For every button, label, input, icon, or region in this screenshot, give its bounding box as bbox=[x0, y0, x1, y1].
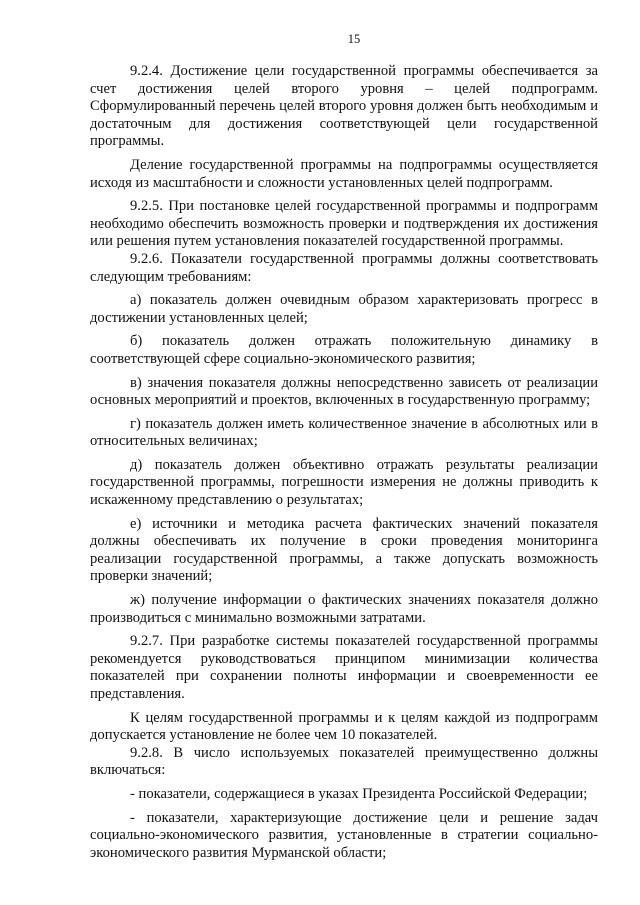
paragraph-indicator-limit: К целям государственной программы и к целям каждой из подпрограмм допускается установление не более чем 10 показателей. bbox=[90, 709, 598, 744]
requirement-zh: ж) получение информации о фактических значениях показателя должно производиться с минимально возможными затратами. bbox=[90, 592, 598, 626]
requirement-g: г) показатель должен иметь количественное значение в абсолютных или в относительных величинах; bbox=[90, 415, 598, 450]
document-body bbox=[90, 63, 598, 862]
requirement-e: е) источники и методика расчета фактических значений показателя должны обеспечивать их получение в сроки проведения мониторинга реализации государственной программы, а также допускать возможность проверки значений; bbox=[90, 515, 598, 585]
list-item-president-decrees: - показатели, содержащиеся в указах Президента Российской Федерации; bbox=[130, 785, 588, 802]
paragraph-9-2-7: 9.2.7. При разработке системы показателей государственной программы рекомендуется руководствоваться принципом минимизации количества показателей при сохранении полноты информации и своевременности ее представления. bbox=[90, 633, 598, 702]
list-item-strategy-indicators: - показатели, характеризующие достижение цели и решение задач социально-экономического развития, установленные в стратегии социально-экономического развития Мурманской области; bbox=[90, 809, 598, 861]
paragraph-9-2-6: 9.2.6. Показатели государственной программы должны соответствовать следующим требованиям: bbox=[90, 250, 598, 285]
paragraph-division: Деление государственной программы на подпрограммы осуществляется исходя из масштабности и сложности установленных целей подпрограмм. bbox=[90, 156, 598, 191]
paragraph-9-2-5: 9.2.5. При постановке целей государственной программы и подпрограмм необходимо обеспечить возможность проверки и подтверждения их достижения или решения путем установления показателей государственной программы. bbox=[90, 198, 598, 250]
page-number: 15 bbox=[347, 32, 361, 46]
paragraph-9-2-8: 9.2.8. В число используемых показателей преимущественно должны включаться: bbox=[90, 744, 598, 779]
requirement-d: д) показатель должен объективно отражать результаты реализации государственной программы, погрешности измерения не должны приводить к искаженному представлению о результатах; bbox=[90, 456, 598, 509]
requirement-v: в) значения показателя должны непосредственно зависеть от реализации основных мероприятий и проектов, включенных в государственную программу; bbox=[90, 374, 598, 409]
paragraph-9-2-4: 9.2.4. Достижение цели государственной программы обеспечивается за счет достижения целей второго уровня – целей подпрограмм. Сформулированный перечень целей второго уровня должен быть необходимым и достаточным для достижения соответствующей цели государственной программы. bbox=[90, 63, 598, 150]
requirement-a: а) показатель должен очевидным образом характеризовать прогресс в достижении установленных целей; bbox=[90, 292, 598, 326]
requirement-b: б) показатель должен отражать положительную динамику в соответствующей сфере социально-экономического развития; bbox=[90, 333, 598, 367]
